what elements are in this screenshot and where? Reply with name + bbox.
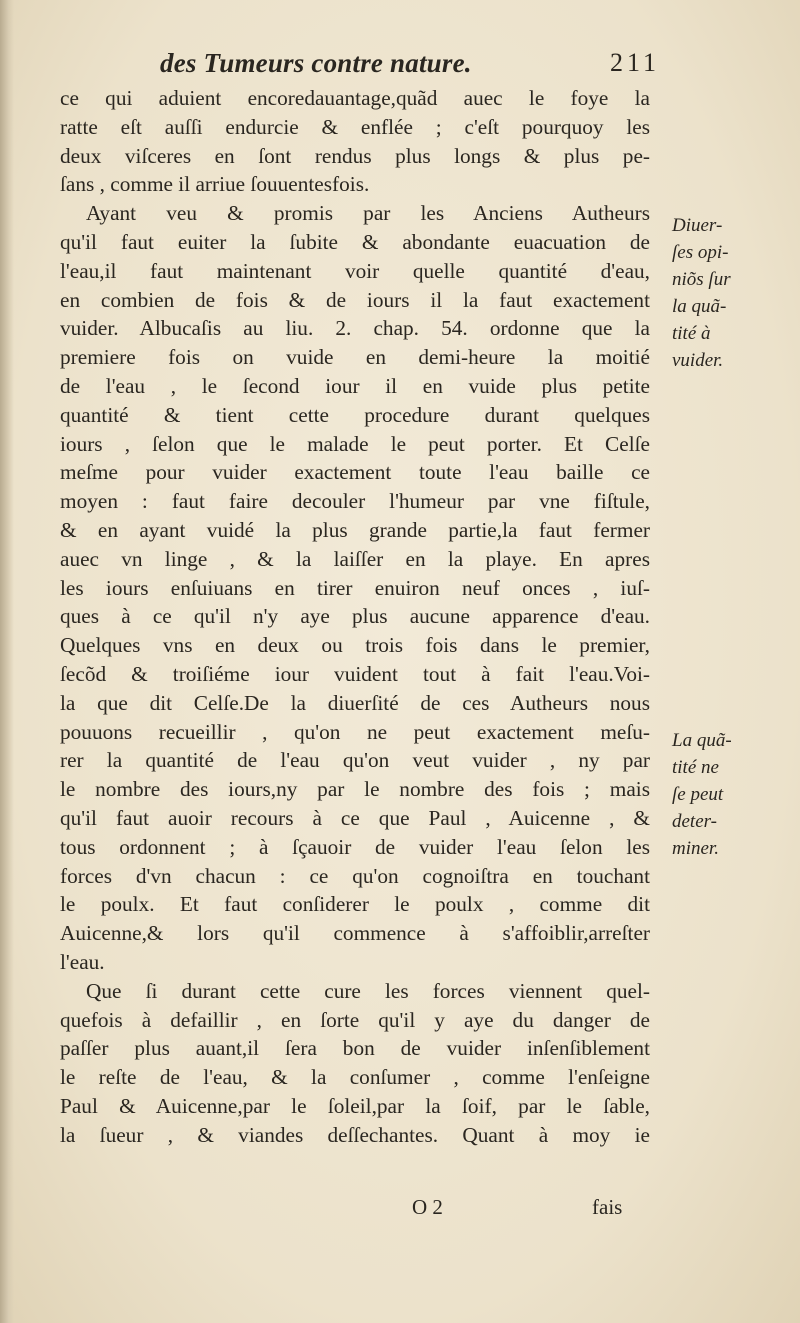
text-line: la que dit Celſe.De la diuerſité de ces Autheurs nous (60, 690, 650, 715)
text-line: forces d'vn chacun : ce qu'on cognoiſtra en touchant (60, 863, 650, 888)
text-line: le nombre des iours,ny par le nombre des fois ; mais (60, 777, 650, 802)
text-line: ſecõd & troiſiéme iour vuident tout à fait l'eau.Voi- (60, 661, 650, 686)
text-line: ce qui aduient encoredauantage,quãd auec le foye la (60, 86, 650, 110)
text-line: iours , ſelon que le malade le peut porter. Et Celſe (60, 431, 650, 456)
running-title: des Tumeurs contre nature. (160, 48, 472, 78)
text-line: ratte eſt auſſi endurcie & enflée ; c'eſt pourquoy les (60, 114, 650, 139)
text-line: les iours enſuiuans en tirer enuiron neuf onces , iuſ- (60, 575, 650, 600)
text-line: rer la quantité de l'eau qu'on veut vuider , ny par (60, 748, 650, 773)
text-line: vuider. Albucaſis au liu. 2. chap. 54. ordonne que la (60, 316, 650, 341)
margin-note-line: deter- (672, 811, 717, 832)
text-line: deux viſceres en ſont rendus plus longs & plus pe- (60, 143, 650, 168)
margin-note-quantity (672, 727, 792, 862)
text-line: le poulx. Et faut conſiderer le poulx , comme dit (60, 892, 650, 917)
margin-note-line: tité ne (672, 757, 719, 778)
text-line: Quelques vns en deux ou trois fois dans le premier, (60, 633, 650, 658)
text-line: l'eau,il faut maintenant voir quelle quantité d'eau, (60, 258, 650, 283)
margin-note-line: La quã- (672, 730, 732, 751)
margin-note-line: ſes opi- (672, 242, 729, 263)
page-spine-shadow (0, 0, 14, 1323)
text-line: meſme pour vuider exactement toute l'eau baille ce (60, 460, 650, 485)
text-line: de l'eau , le ſecond iour il en vuide plus petite (60, 373, 650, 398)
signature-mark: O 2 (412, 1195, 443, 1219)
page-footer (0, 1195, 650, 1225)
text-line: Paul & Auicenne,par le ſoleil,par la ſoif, par le ſable, (60, 1093, 650, 1118)
page-number: 211 (609, 48, 660, 77)
text-line: qu'il faut euiter la ſubite & abondante euacuation de (60, 229, 650, 254)
text-line: le reſte de l'eau, & la conſumer , comme l'enſeigne (60, 1065, 650, 1090)
margin-note-line: la quã- (672, 296, 727, 317)
margin-note-line: niõs ſur (672, 269, 731, 290)
text-line: Que ſi durant cette cure les forces viennent quel- (86, 978, 650, 1003)
margin-note-opinions (672, 212, 792, 374)
text-line: paſſer plus auant,il ſera bon de vuider inſenſiblement (60, 1036, 650, 1061)
text-line: qu'il faut auoir recours à ce que Paul , Auicenne , & (60, 805, 650, 830)
text-line: Auicenne,& lors qu'il commence à s'affoiblir,arreſter (60, 921, 650, 946)
text-line: Ayant veu & promis par les Anciens Autheurs (86, 201, 650, 226)
body-text (60, 84, 650, 1149)
page-header (130, 48, 670, 84)
text-line: premiere fois on vuide en demi-heure la moitié (60, 345, 650, 370)
catchword: fais (592, 1195, 623, 1219)
margin-note-line: miner. (672, 838, 719, 859)
text-line: auec vn linge , & la laiſſer en la playe. En apres (60, 546, 650, 571)
text-line: ſans , comme il arriue ſouuentesfois. (60, 172, 370, 197)
text-line: tous ordonnent ; à ſçauoir de vuider l'eau ſelon les (60, 834, 650, 859)
text-line: ques à ce qu'il n'y aye plus aucune apparence d'eau. (60, 604, 650, 629)
text-line: la ſueur , & viandes deſſechantes. Quant à moy ie (60, 1122, 650, 1147)
text-line: quefois à defaillir , en ſorte qu'il y aye du danger de (60, 1007, 650, 1032)
margin-note-line: tité à (672, 323, 711, 344)
margin-note-line: vuider. (672, 350, 724, 371)
margin-note-line: ſe peut (672, 784, 724, 805)
text-line: quantité & tient cette procedure durant quelques (60, 402, 650, 427)
text-line: pouuons recueillir , qu'on ne peut exactement meſu- (60, 719, 650, 744)
text-line: & en ayant vuidé la plus grande partie,la faut fermer (60, 517, 650, 542)
text-line: en combien de fois & de iours il la faut exactement (60, 287, 650, 312)
text-line: l'eau. (60, 949, 105, 974)
text-line: moyen : faut faire decouler l'humeur par vne fiſtule, (60, 489, 650, 514)
margin-note-line: Diuer- (672, 215, 723, 236)
